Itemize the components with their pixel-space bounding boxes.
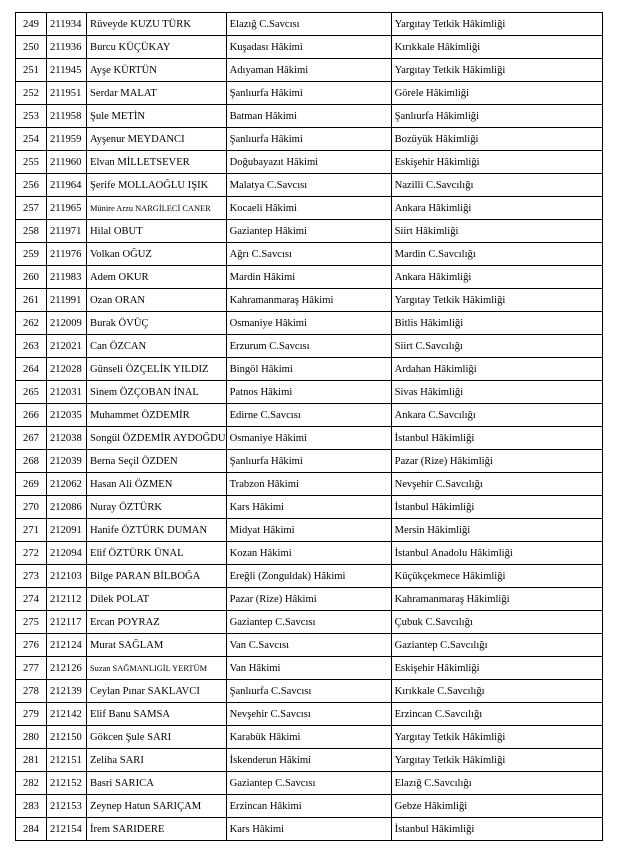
person-name-cell: Zeynep Hatun SARIÇAM [87,795,227,818]
table-row [16,358,603,381]
person-name-cell: Nuray ÖZTÜRK [87,496,227,519]
row-number-cell: 262 [16,312,47,335]
row-number-cell: 283 [16,795,47,818]
person-name-cell: Suzan SAĞMANLIGİL YERTÜM [87,657,227,680]
row-number-cell: 273 [16,565,47,588]
person-name-cell: Serdar MALAT [87,82,227,105]
registry-number-cell: 211991 [47,289,87,312]
table-row [16,450,603,473]
row-number-cell: 276 [16,634,47,657]
assigned-post-cell: Bitlis Hâkimliği [391,312,602,335]
person-name-cell: Şule METİN [87,105,227,128]
table-row [16,105,603,128]
current-post-cell: Gaziantep C.Savcısı [226,611,391,634]
registry-number-cell: 211971 [47,220,87,243]
registry-number-cell: 212009 [47,312,87,335]
row-number-cell: 265 [16,381,47,404]
table-row [16,404,603,427]
table-row [16,312,603,335]
assigned-post-cell: Pazar (Rize) Hâkimliği [391,450,602,473]
current-post-cell: Gaziantep C.Savcısı [226,772,391,795]
registry-number-cell: 212152 [47,772,87,795]
table-row [16,749,603,772]
person-name-cell: Sinem ÖZÇOBAN İNAL [87,381,227,404]
row-number-cell: 266 [16,404,47,427]
table-row [16,36,603,59]
registry-number-cell: 211983 [47,266,87,289]
assigned-post-cell: Kahramanmaraş Hâkimliği [391,588,602,611]
table-row [16,473,603,496]
row-number-cell: 268 [16,450,47,473]
document-page [15,12,603,841]
person-name-cell: Ozan ORAN [87,289,227,312]
assigned-post-cell: Bozüyük Hâkimliği [391,128,602,151]
person-name-cell: Dilek POLAT [87,588,227,611]
table-row [16,243,603,266]
person-name-cell: Gökcen Şule SARI [87,726,227,749]
table-row [16,427,603,450]
person-name-cell: Hanife ÖZTÜRK DUMAN [87,519,227,542]
current-post-cell: Kocaeli Hâkimi [226,197,391,220]
assigned-post-cell: Küçükçekmece Hâkimliği [391,565,602,588]
table-row [16,151,603,174]
person-name-cell: Rüveyde KUZU TÜRK [87,13,227,36]
table-row [16,174,603,197]
registry-number-cell: 212091 [47,519,87,542]
registry-number-cell: 212150 [47,726,87,749]
current-post-cell: Pazar (Rize) Hâkimi [226,588,391,611]
current-post-cell: Şanlıurfa Hâkimi [226,128,391,151]
current-post-cell: Van C.Savcısı [226,634,391,657]
assigned-post-cell: Yargıtay Tetkik Hâkimliği [391,13,602,36]
assigned-post-cell: Yargıtay Tetkik Hâkimliği [391,726,602,749]
current-post-cell: Osmaniye Hâkimi [226,312,391,335]
current-post-cell: Şanlıurfa Hâkimi [226,450,391,473]
registry-number-cell: 212153 [47,795,87,818]
person-name-cell: Volkan OĞUZ [87,243,227,266]
current-post-cell: Malatya C.Savcısı [226,174,391,197]
person-name-cell: Can ÖZCAN [87,335,227,358]
registry-number-cell: 211959 [47,128,87,151]
table-row [16,289,603,312]
table-row [16,197,603,220]
table-row [16,542,603,565]
assigned-post-cell: Ankara C.Savcılığı [391,404,602,427]
table-row [16,519,603,542]
current-post-cell: Kars Hâkimi [226,818,391,841]
row-number-cell: 264 [16,358,47,381]
row-number-cell: 260 [16,266,47,289]
registry-number-cell: 212103 [47,565,87,588]
assigned-post-cell: Erzincan C.Savcılığı [391,703,602,726]
row-number-cell: 278 [16,680,47,703]
registry-number-cell: 211976 [47,243,87,266]
assigned-post-cell: Yargıtay Tetkik Hâkimliği [391,59,602,82]
person-name-cell: Burak ÖVÜÇ [87,312,227,335]
table-row [16,82,603,105]
registry-number-cell: 212028 [47,358,87,381]
current-post-cell: Kuşadası Hâkimi [226,36,391,59]
assigned-post-cell: İstanbul Hâkimliği [391,427,602,450]
current-post-cell: Şanlıurfa C.Savcısı [226,680,391,703]
table-row [16,818,603,841]
person-name-cell: Ayşenur MEYDANCI [87,128,227,151]
registry-number-cell: 211945 [47,59,87,82]
person-name-cell: Muhammet ÖZDEMİR [87,404,227,427]
registry-number-cell: 212038 [47,427,87,450]
table-row [16,220,603,243]
current-post-cell: Erzurum C.Savcısı [226,335,391,358]
assigned-post-cell: Eskişehir Hâkimliği [391,657,602,680]
assigned-post-cell: Nevşehir C.Savcılığı [391,473,602,496]
assigned-post-cell: Kırıkkale C.Savcılığı [391,680,602,703]
current-post-cell: Mardin Hâkimi [226,266,391,289]
row-number-cell: 263 [16,335,47,358]
table-row [16,795,603,818]
current-post-cell: Midyat Hâkimi [226,519,391,542]
table-row [16,381,603,404]
current-post-cell: Erzincan Hâkimi [226,795,391,818]
current-post-cell: Elazığ C.Savcısı [226,13,391,36]
assigned-post-cell: Elazığ C.Savcılığı [391,772,602,795]
assigned-post-cell: Gaziantep C.Savcılığı [391,634,602,657]
current-post-cell: Van Hâkimi [226,657,391,680]
row-number-cell: 279 [16,703,47,726]
assigned-post-cell: Gebze Hâkimliği [391,795,602,818]
table-row [16,335,603,358]
row-number-cell: 261 [16,289,47,312]
assigned-post-cell: Yargıtay Tetkik Hâkimliği [391,289,602,312]
current-post-cell: Edirne C.Savcısı [226,404,391,427]
person-name-cell: Basri SARICA [87,772,227,795]
person-name-cell: Hilal OBUT [87,220,227,243]
row-number-cell: 257 [16,197,47,220]
person-name-cell: Hasan Ali ÖZMEN [87,473,227,496]
appointment-table-body [16,13,603,841]
current-post-cell: Trabzon Hâkimi [226,473,391,496]
person-name-cell: Şerife MOLLAOĞLU IŞIK [87,174,227,197]
row-number-cell: 271 [16,519,47,542]
assigned-post-cell: Çubuk C.Savcılığı [391,611,602,634]
registry-number-cell: 212124 [47,634,87,657]
row-number-cell: 249 [16,13,47,36]
current-post-cell: Kahramanmaraş Hâkimi [226,289,391,312]
current-post-cell: İskenderun Hâkimi [226,749,391,772]
current-post-cell: Nevşehir C.Savcısı [226,703,391,726]
person-name-cell: Elif ÖZTÜRK ÜNAL [87,542,227,565]
registry-number-cell: 211934 [47,13,87,36]
current-post-cell: Batman Hâkimi [226,105,391,128]
row-number-cell: 254 [16,128,47,151]
row-number-cell: 280 [16,726,47,749]
row-number-cell: 281 [16,749,47,772]
assigned-post-cell: Sivas Hâkimliği [391,381,602,404]
row-number-cell: 250 [16,36,47,59]
current-post-cell: Kozan Hâkimi [226,542,391,565]
registry-number-cell: 211965 [47,197,87,220]
registry-number-cell: 212035 [47,404,87,427]
person-name-cell: Zeliha SARI [87,749,227,772]
appointment-table [15,12,603,841]
row-number-cell: 282 [16,772,47,795]
person-name-cell: Bilge PARAN BİLBOĞA [87,565,227,588]
person-name-cell: Elif Banu SAMSA [87,703,227,726]
assigned-post-cell: Kırıkkale Hâkimliği [391,36,602,59]
current-post-cell: Ereğli (Zonguldak) Hâkimi [226,565,391,588]
person-name-cell: Berna Seçil ÖZDEN [87,450,227,473]
person-name-cell: Elvan MİLLETSEVER [87,151,227,174]
assigned-post-cell: Siirt C.Savcılığı [391,335,602,358]
row-number-cell: 270 [16,496,47,519]
row-number-cell: 259 [16,243,47,266]
registry-number-cell: 212112 [47,588,87,611]
table-row [16,703,603,726]
person-name-cell: Murat SAĞLAM [87,634,227,657]
table-row [16,565,603,588]
assigned-post-cell: İstanbul Hâkimliği [391,496,602,519]
registry-number-cell: 212039 [47,450,87,473]
table-row [16,588,603,611]
table-row [16,680,603,703]
current-post-cell: Gaziantep Hâkimi [226,220,391,243]
registry-number-cell: 211960 [47,151,87,174]
table-row [16,13,603,36]
current-post-cell: Karabük Hâkimi [226,726,391,749]
current-post-cell: Bingöl Hâkimi [226,358,391,381]
row-number-cell: 272 [16,542,47,565]
person-name-cell: Ceylan Pınar SAKLAVCI [87,680,227,703]
row-number-cell: 251 [16,59,47,82]
assigned-post-cell: Yargıtay Tetkik Hâkimliği [391,749,602,772]
row-number-cell: 274 [16,588,47,611]
row-number-cell: 258 [16,220,47,243]
table-row [16,772,603,795]
assigned-post-cell: Siirt Hâkimliği [391,220,602,243]
registry-number-cell: 212142 [47,703,87,726]
current-post-cell: Ağrı C.Savcısı [226,243,391,266]
row-number-cell: 277 [16,657,47,680]
registry-number-cell: 212126 [47,657,87,680]
current-post-cell: Şanlıurfa Hâkimi [226,82,391,105]
table-row [16,59,603,82]
assigned-post-cell: Ankara Hâkimliği [391,197,602,220]
row-number-cell: 253 [16,105,47,128]
registry-number-cell: 212151 [47,749,87,772]
table-row [16,496,603,519]
registry-number-cell: 212031 [47,381,87,404]
person-name-cell: Ercan POYRAZ [87,611,227,634]
person-name-cell: Münire Arzu NARGİLECİ CANER [87,197,227,220]
registry-number-cell: 211964 [47,174,87,197]
assigned-post-cell: Nazilli C.Savcılığı [391,174,602,197]
registry-number-cell: 212062 [47,473,87,496]
assigned-post-cell: Ankara Hâkimliği [391,266,602,289]
registry-number-cell: 212154 [47,818,87,841]
row-number-cell: 256 [16,174,47,197]
row-number-cell: 267 [16,427,47,450]
row-number-cell: 284 [16,818,47,841]
assigned-post-cell: İstanbul Hâkimliği [391,818,602,841]
person-name-cell: Burcu KÜÇÜKAY [87,36,227,59]
person-name-cell: Songül ÖZDEMİR AYDOĞDU [87,427,227,450]
registry-number-cell: 212139 [47,680,87,703]
row-number-cell: 255 [16,151,47,174]
assigned-post-cell: Mersin Hâkimliği [391,519,602,542]
table-row [16,726,603,749]
registry-number-cell: 211958 [47,105,87,128]
assigned-post-cell: Eskişehir Hâkimliği [391,151,602,174]
person-name-cell: İrem SARIDERE [87,818,227,841]
registry-number-cell: 212117 [47,611,87,634]
row-number-cell: 269 [16,473,47,496]
table-row [16,634,603,657]
current-post-cell: Adıyaman Hâkimi [226,59,391,82]
table-row [16,657,603,680]
registry-number-cell: 211936 [47,36,87,59]
current-post-cell: Patnos Hâkimi [226,381,391,404]
current-post-cell: Osmaniye Hâkimi [226,427,391,450]
assigned-post-cell: Görele Hâkimliği [391,82,602,105]
person-name-cell: Adem OKUR [87,266,227,289]
registry-number-cell: 211951 [47,82,87,105]
row-number-cell: 275 [16,611,47,634]
registry-number-cell: 212021 [47,335,87,358]
assigned-post-cell: Mardin C.Savcılığı [391,243,602,266]
table-row [16,611,603,634]
table-row [16,266,603,289]
person-name-cell: Ayşe KÜRTÜN [87,59,227,82]
person-name-cell: Günseli ÖZÇELİK YILDIZ [87,358,227,381]
registry-number-cell: 212094 [47,542,87,565]
assigned-post-cell: İstanbul Anadolu Hâkimliği [391,542,602,565]
assigned-post-cell: Şanlıurfa Hâkimliği [391,105,602,128]
assigned-post-cell: Ardahan Hâkimliği [391,358,602,381]
current-post-cell: Kars Hâkimi [226,496,391,519]
current-post-cell: Doğubayazıt Hâkimi [226,151,391,174]
registry-number-cell: 212086 [47,496,87,519]
row-number-cell: 252 [16,82,47,105]
table-row [16,128,603,151]
